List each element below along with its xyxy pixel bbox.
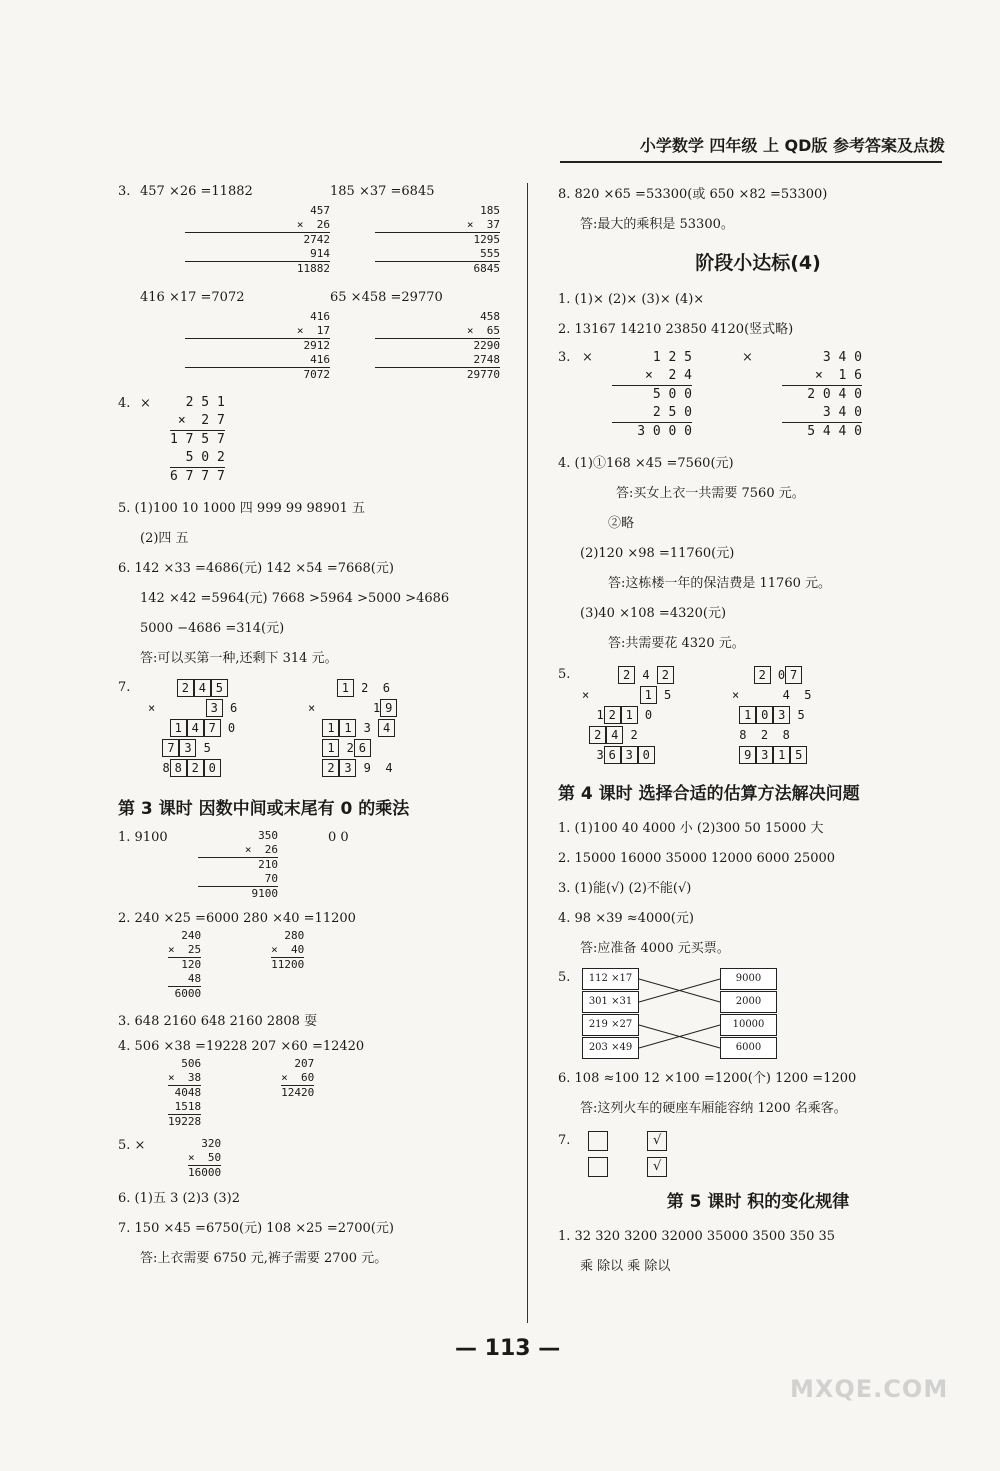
checkbox-empty: [588, 1157, 608, 1177]
row: 2 5 1: [185, 395, 225, 410]
s3q1-extra: 0 0: [328, 830, 349, 845]
q8-answer: 答:最大的乘积是 53300。: [580, 217, 734, 232]
stage-q3-block: [558, 349, 958, 441]
row: 416: [310, 310, 330, 323]
q3-number: 3.: [118, 184, 131, 199]
row: 11200: [271, 958, 305, 971]
s4-q3: 3. (1)能(√) (2)不能(√): [558, 881, 692, 896]
q3-block: [118, 180, 508, 382]
match-right-1: 9000: [720, 968, 777, 990]
row: × 2 7: [170, 412, 225, 431]
row: 6845: [473, 262, 500, 275]
row: 1295: [473, 233, 500, 246]
s3q4-block: [118, 1037, 508, 1129]
checkbox-checked: √: [647, 1157, 667, 1177]
vertical-multiplication: [168, 1057, 201, 1129]
s4-q2: 2. 15000 16000 35000 12000 6000 25000: [558, 851, 836, 866]
row: × 38: [168, 1071, 202, 1084]
row: 506: [181, 1057, 202, 1070]
s3q1-label: 1. 9100: [118, 830, 168, 845]
row: 5 0 2: [170, 449, 225, 468]
vertical-multiplication: [198, 829, 278, 901]
row: 3 4 0: [782, 404, 862, 423]
match-right-4: 6000: [720, 1037, 777, 1059]
stage-q4-line-4: (3)40 ×108 =4320(元): [580, 606, 727, 621]
matching-diagram: [582, 968, 812, 1058]
row: 1 7 5 7: [170, 432, 225, 447]
q3-calc-4: [330, 286, 500, 382]
stage-q3-mark2: ×: [742, 350, 753, 365]
row: × 50: [188, 1151, 222, 1164]
row: 3 0 0 0: [637, 424, 692, 439]
q7-block: [118, 678, 508, 778]
vertical-multiplication: [271, 929, 304, 1001]
vertical-multiplication: [612, 349, 692, 441]
row: 12420: [281, 1086, 315, 1099]
q6-line-3: 5000 −4686 =314(元): [140, 621, 285, 636]
column-divider: [527, 183, 528, 1323]
q6-answer: 答:可以买第一种,还剩下 314 元。: [140, 651, 338, 666]
equation: 457 ×26 =11882: [140, 184, 253, 199]
row: 185: [480, 204, 500, 217]
match-left-4: 203 ×49: [582, 1037, 639, 1059]
vertical-multiplication: [168, 929, 201, 1001]
stage-q5-puzzle-2: 2 0 7 × 4 5 1 0 3 5 8 2 8 9 3 1 5: [732, 668, 812, 762]
row: 2912: [303, 339, 330, 352]
row: 914: [185, 247, 330, 262]
row: 29770: [466, 368, 500, 381]
s4-q5-block: [558, 968, 958, 1058]
row: 555: [375, 247, 500, 262]
s3q5-block: [118, 1137, 508, 1180]
row: 457: [310, 204, 330, 217]
q3-calc-2: [330, 180, 500, 276]
section-5-title: 第 5 课时 积的变化规律: [666, 1192, 850, 1212]
row: × 17: [185, 324, 330, 339]
row: × 37: [375, 218, 500, 233]
stage-q3-mark1: ×: [582, 350, 593, 365]
row: 210: [258, 858, 278, 871]
s3q7-answer: 答:上衣需要 6750 元,裤子需要 2700 元。: [140, 1251, 388, 1266]
s4-q4-answer: 答:应准备 4000 元买票。: [580, 941, 730, 956]
row: 2290: [473, 339, 500, 352]
page-header: 小学数学 四年级 上 QD版 参考答案及点拨: [639, 136, 945, 155]
q4-block: [118, 394, 508, 486]
row: × 60: [281, 1071, 315, 1084]
row: 11882: [296, 262, 330, 275]
q8-line: 8. 820 ×65 =53300(或 650 ×82 =53300): [558, 187, 828, 202]
s3q3-line: 3. 648 2160 648 2160 2808 耍: [118, 1014, 318, 1029]
row: 7072: [303, 368, 330, 381]
s3q2-block: [118, 909, 508, 1001]
watermark: MXQE.COM: [790, 1375, 949, 1403]
s5-q1: 1. 32 320 3200 32000 35000 3500 350 35: [558, 1229, 836, 1244]
equation: 65 ×458 =29770: [330, 290, 443, 305]
row: 19228: [168, 1115, 202, 1128]
stage-q4-line-1: 4. (1)①168 ×45 =7560(元): [558, 456, 734, 471]
vertical-multiplication: [170, 394, 225, 486]
q6-line-1: 6. 142 ×33 =4686(元) 142 ×54 =7668(元): [118, 561, 394, 576]
stage-q4-answer-3: 答:共需要花 4320 元。: [608, 636, 745, 651]
row: × 1 6: [782, 367, 862, 386]
stage-q1: 1. (1)× (2)× (3)× (4)×: [558, 292, 705, 307]
equation: 185 ×37 =6845: [330, 184, 435, 199]
vertical-multiplication: [782, 349, 862, 441]
s3q1-block: [118, 829, 508, 901]
row: 1 2 5: [652, 350, 692, 365]
s3q5-label: 5. ×: [118, 1138, 146, 1153]
row: 2742: [303, 233, 330, 246]
row: 2 5 0: [612, 404, 692, 423]
row: 350: [258, 829, 278, 842]
row: 3 4 0: [822, 350, 862, 365]
s3q7-line: 7. 150 ×45 =6750(元) 108 ×25 =2700(元): [118, 1221, 394, 1236]
q7-puzzle-1: 2 4 5 × 3 6 1 4 7 0 7 3 5 8 8 2 0: [148, 681, 238, 775]
s4-q5-number: 5.: [558, 970, 571, 985]
match-left-1: 112 ×17: [582, 968, 639, 990]
vertical-multiplication: [188, 1137, 221, 1180]
stage-q3-number: 3.: [558, 350, 571, 365]
row: 320: [201, 1137, 222, 1150]
section-4-title: 第 4 课时 选择合适的估算方法解决问题: [558, 784, 860, 804]
s4-q6: 6. 108 ≈100 12 ×100 =1200(个) 1200 =1200: [558, 1071, 857, 1086]
row: 458: [480, 310, 500, 323]
row: 6 7 7 7: [170, 469, 225, 484]
s4-q7-block: [558, 1130, 958, 1177]
stage-title: 阶段小达标(4): [695, 252, 821, 274]
s4-q7-number: 7.: [558, 1133, 571, 1148]
left-column: [118, 180, 508, 1274]
row: 4048: [174, 1086, 202, 1099]
row: 48: [168, 972, 201, 987]
row: 5 4 4 0: [807, 424, 862, 439]
s4-q1: 1. (1)100 40 4000 小 (2)300 50 15000 大: [558, 821, 824, 836]
stage-q2: 2. 13167 14210 23850 4120(竖式略): [558, 322, 794, 337]
stage-q5-block: [558, 665, 958, 765]
stage-q4-answer-1: 答:买女上衣一共需要 7560 元。: [616, 486, 805, 501]
row: × 25: [168, 943, 202, 956]
s5-q1-line-2: 乘 除以 乘 除以: [580, 1259, 671, 1274]
row: 16000: [188, 1166, 222, 1179]
q5-line-2: (2)四 五: [140, 531, 189, 546]
stage-q4-line-2: ②略: [608, 516, 635, 531]
s3q4-label: 4. 506 ×38 =19228 207 ×60 =12420: [118, 1039, 365, 1054]
stage-q5-number: 5.: [558, 667, 571, 682]
row: × 26: [185, 218, 330, 233]
row: 280: [284, 929, 305, 942]
match-left-3: 219 ×27: [582, 1014, 639, 1036]
row: 5 0 0: [652, 387, 692, 402]
q7-number: 7.: [118, 680, 131, 695]
stage-q4-line-3: (2)120 ×98 =11760(元): [580, 546, 735, 561]
q5-line-1: 5. (1)100 10 1000 四 999 99 98901 五: [118, 501, 366, 516]
q4-number: 4.: [118, 396, 131, 411]
row: 6000: [174, 987, 202, 1000]
vertical-multiplication: [185, 310, 330, 382]
equation: 416 ×17 =7072: [140, 290, 245, 305]
page-number: — 113 —: [455, 1336, 561, 1361]
right-column: [558, 180, 958, 1282]
row: 240: [181, 929, 202, 942]
stage-q4-answer-2: 答:这栋楼一年的保洁费是 11760 元。: [608, 576, 831, 591]
checkbox-empty: [588, 1131, 608, 1151]
row: × 40: [271, 943, 305, 956]
row: 2748: [375, 353, 500, 368]
q3-calc-1: [140, 180, 330, 276]
vertical-multiplication: [185, 204, 330, 276]
s3q2-label: 2. 240 ×25 =6000 280 ×40 =11200: [118, 911, 356, 926]
checkbox-checked: √: [647, 1131, 667, 1151]
q4-mark: ×: [140, 396, 151, 411]
q6-line-2: 142 ×42 =5964(元) 7668 >5964 >5000 >4686: [140, 591, 450, 606]
vertical-multiplication: [375, 204, 500, 276]
s3q6-line: 6. (1)五 3 (2)3 (3)2: [118, 1191, 240, 1206]
stage-q5-puzzle-1: 2 4 2 × 1 5 1 2 1 0 2 4 2 3 6 3 0: [582, 665, 732, 765]
row: 120: [181, 958, 202, 971]
row: 207: [294, 1057, 315, 1070]
vertical-multiplication: [375, 310, 500, 382]
match-left-2: 301 ×31: [582, 991, 639, 1013]
row: 9100: [251, 887, 278, 900]
s4-q4: 4. 98 ×39 ≈4000(元): [558, 911, 694, 926]
match-right-2: 2000: [720, 991, 777, 1013]
row: 1518: [168, 1100, 201, 1115]
row: × 65: [375, 324, 500, 339]
q3-calc-3: [140, 286, 330, 382]
match-right-3: 10000: [720, 1014, 777, 1036]
q7-puzzle-2: 1 2 6 × 1 9 1 1 3 4 1 2 6 2 3 9 4: [308, 678, 458, 778]
row: 2 0 4 0: [807, 387, 862, 402]
row: 416: [185, 353, 330, 368]
s4-q6-answer: 答:这列火车的硬座车厢能容纳 1200 名乘客。: [580, 1101, 847, 1116]
header-rule: [560, 161, 942, 163]
vertical-multiplication: [281, 1057, 314, 1129]
row: 70: [198, 872, 278, 887]
row: × 26: [198, 843, 278, 858]
row: × 2 4: [612, 367, 692, 386]
section-3-title: 第 3 课时 因数中间或末尾有 0 的乘法: [118, 799, 410, 819]
